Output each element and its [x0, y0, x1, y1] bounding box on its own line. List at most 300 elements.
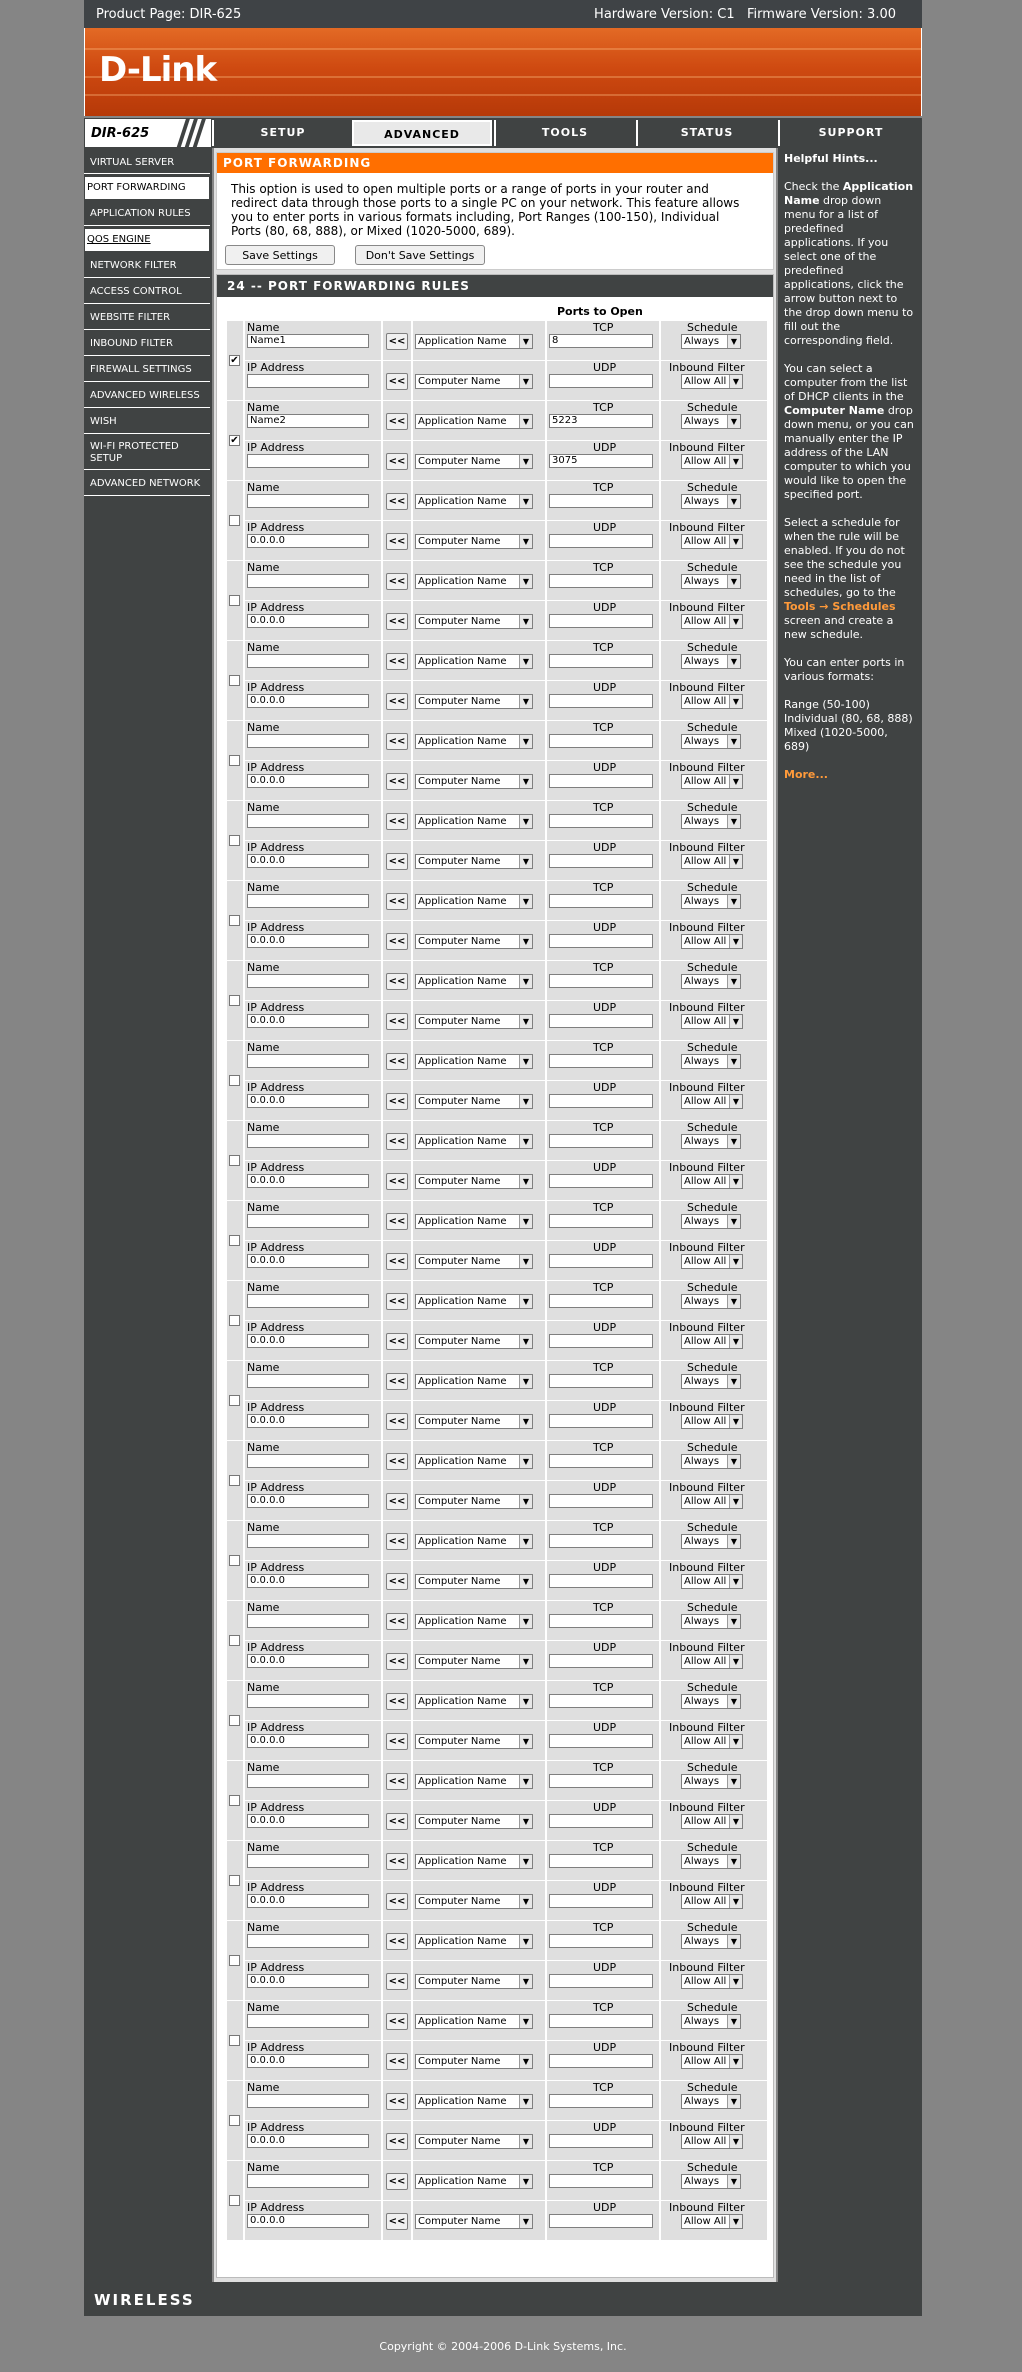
tcp-ports-input[interactable] — [549, 1214, 653, 1228]
sidebar-item-advanced-network[interactable]: ADVANCED NETWORK — [84, 472, 210, 496]
udp-ports-input[interactable] — [549, 1254, 653, 1268]
udp-ports-input[interactable] — [549, 854, 653, 868]
rule-enable-checkbox[interactable] — [229, 2195, 240, 2206]
computer-name-select[interactable]: Computer Name ▼ — [415, 1414, 533, 1429]
inbound-filter-select[interactable]: Allow All ▼ — [681, 934, 743, 949]
fill-computer-button[interactable]: << — [386, 1973, 408, 1990]
tcp-label: TCP — [593, 1121, 614, 1134]
fill-computer-button[interactable]: << — [386, 853, 408, 870]
rule-name-input[interactable] — [247, 814, 369, 828]
rule-enable-checkbox[interactable] — [229, 835, 240, 846]
fill-application-button[interactable]: << — [386, 1853, 408, 1870]
fill-computer-button[interactable]: << — [386, 1893, 408, 1910]
rule-ip-input[interactable]: 0.0.0.0 — [247, 1574, 369, 1588]
schedule-select[interactable]: Always ▼ — [681, 1934, 741, 1949]
rule-enable-checkbox[interactable] — [229, 915, 240, 926]
rule-enable-checkbox[interactable] — [229, 675, 240, 686]
sidebar-item-qos-engine[interactable]: QOS ENGINE — [84, 228, 210, 252]
inbound-filter-select[interactable]: Allow All ▼ — [681, 2214, 743, 2229]
schedule-select[interactable]: Always ▼ — [681, 1694, 741, 1709]
udp-ports-input[interactable] — [549, 1174, 653, 1188]
rule-enable-checkbox[interactable] — [229, 1395, 240, 1406]
inbound-filter-select[interactable]: Allow All ▼ — [681, 694, 743, 709]
application-name-select[interactable]: Application Name ▼ — [415, 1374, 533, 1389]
fill-application-button[interactable]: << — [386, 1453, 408, 1470]
inbound-filter-select[interactable]: Allow All ▼ — [681, 1734, 743, 1749]
rule-name-input[interactable] — [247, 894, 369, 908]
rule-ip-input[interactable]: 0.0.0.0 — [247, 614, 369, 628]
computer-name-select[interactable]: Computer Name ▼ — [415, 1174, 533, 1189]
rule-enable-checkbox[interactable] — [229, 515, 240, 526]
application-name-select[interactable]: Application Name ▼ — [415, 1694, 533, 1709]
rule-row — [217, 1601, 775, 1681]
rule-ip-input[interactable]: 0.0.0.0 — [247, 1654, 369, 1668]
rule-name-input[interactable] — [247, 1534, 369, 1548]
application-name-select[interactable]: Application Name ▼ — [415, 1934, 533, 1949]
computer-name-select[interactable]: Computer Name ▼ — [415, 614, 533, 629]
inbound-filter-select[interactable]: Allow All ▼ — [681, 454, 743, 469]
application-name-select[interactable]: Application Name ▼ — [415, 1454, 533, 1469]
tab-status[interactable]: STATUS — [636, 120, 776, 146]
application-name-select[interactable]: Application Name ▼ — [415, 414, 533, 429]
application-name-select[interactable]: Application Name ▼ — [415, 1774, 533, 1789]
rule-name-input[interactable]: Name1 — [247, 334, 369, 348]
udp-ports-input[interactable] — [549, 1414, 653, 1428]
computer-name-select[interactable]: Computer Name ▼ — [415, 774, 533, 789]
tcp-ports-input[interactable] — [549, 1614, 653, 1628]
rule-enable-checkbox[interactable]: ✔ — [230, 355, 239, 366]
tcp-ports-input[interactable] — [549, 1694, 653, 1708]
application-name-select[interactable]: Application Name ▼ — [415, 2014, 533, 2029]
rule-ip-input[interactable]: 0.0.0.0 — [247, 2134, 369, 2148]
computer-name-select[interactable]: Computer Name ▼ — [415, 1254, 533, 1269]
inbound-filter-select[interactable]: Allow All ▼ — [681, 374, 743, 389]
rule-enable-checkbox[interactable] — [229, 2035, 240, 2046]
fill-computer-button[interactable]: << — [386, 2213, 408, 2230]
fill-computer-button[interactable]: << — [386, 1413, 408, 1430]
rule-ip-input[interactable] — [247, 454, 369, 468]
rule-name-input[interactable] — [247, 574, 369, 588]
application-name-select[interactable]: Application Name ▼ — [415, 1054, 533, 1069]
inbound-filter-select[interactable]: Allow All ▼ — [681, 2134, 743, 2149]
tcp-ports-input[interactable]: 8 — [549, 334, 653, 348]
fill-computer-button[interactable]: << — [386, 453, 408, 470]
fill-application-button[interactable]: << — [386, 1533, 408, 1550]
schedule-select[interactable]: Always ▼ — [681, 1054, 741, 1069]
schedule-select[interactable]: Always ▼ — [681, 2094, 741, 2109]
rule-ip-input[interactable]: 0.0.0.0 — [247, 1174, 369, 1188]
fill-computer-button[interactable]: << — [386, 1733, 408, 1750]
computer-name-select[interactable]: Computer Name ▼ — [415, 1974, 533, 1989]
tcp-ports-input[interactable] — [549, 2014, 653, 2028]
fill-application-button[interactable]: << — [386, 1933, 408, 1950]
application-name-select[interactable]: Application Name ▼ — [415, 1214, 533, 1229]
application-name-select[interactable]: Application Name ▼ — [415, 974, 533, 989]
rule-enable-checkbox[interactable] — [229, 1955, 240, 1966]
rule-name-input[interactable] — [247, 494, 369, 508]
tcp-ports-input[interactable] — [549, 654, 653, 668]
tab-support[interactable]: SUPPORT — [778, 120, 922, 146]
schedule-select[interactable]: Always ▼ — [681, 1134, 741, 1149]
schedule-select[interactable]: Always ▼ — [681, 1774, 741, 1789]
application-name-select[interactable]: Application Name ▼ — [415, 894, 533, 909]
dont-save-settings-button[interactable]: Don't Save Settings — [355, 245, 485, 265]
rule-ip-input[interactable]: 0.0.0.0 — [247, 1974, 369, 1988]
fill-application-button[interactable]: << — [386, 2093, 408, 2110]
computer-name-select[interactable]: Computer Name ▼ — [415, 854, 533, 869]
udp-ports-input[interactable] — [549, 2134, 653, 2148]
application-name-select[interactable]: Application Name ▼ — [415, 1534, 533, 1549]
tcp-ports-input[interactable] — [549, 1854, 653, 1868]
rule-ip-input[interactable]: 0.0.0.0 — [247, 1014, 369, 1028]
schedule-select[interactable]: Always ▼ — [681, 734, 741, 749]
tcp-ports-input[interactable] — [549, 974, 653, 988]
schedule-select[interactable]: Always ▼ — [681, 654, 741, 669]
rule-ip-input[interactable]: 0.0.0.0 — [247, 774, 369, 788]
computer-name-select[interactable]: Computer Name ▼ — [415, 374, 533, 389]
fill-computer-button[interactable]: << — [386, 533, 408, 550]
schedule-select[interactable]: Always ▼ — [681, 1854, 741, 1869]
save-settings-button[interactable]: Save Settings — [225, 245, 335, 265]
schedule-select[interactable]: Always ▼ — [681, 1534, 741, 1549]
udp-ports-input[interactable] — [549, 534, 653, 548]
tools-schedules-link[interactable]: Tools → Schedules — [784, 600, 896, 613]
rule-ip-input[interactable]: 0.0.0.0 — [247, 854, 369, 868]
inbound-filter-select[interactable]: Allow All ▼ — [681, 2054, 743, 2069]
tcp-ports-input[interactable] — [549, 1934, 653, 1948]
udp-ports-input[interactable] — [549, 1974, 653, 1988]
rule-enable-checkbox[interactable] — [229, 1475, 240, 1486]
sidebar-item-wifi-protected-setup[interactable]: WI-FI PROTECTED SETUP — [84, 436, 210, 470]
fill-application-button[interactable]: << — [386, 1773, 408, 1790]
inbound-filter-label: Inbound Filter — [669, 2201, 745, 2214]
inbound-filter-select[interactable]: Allow All ▼ — [681, 1334, 743, 1349]
rule-name-input[interactable] — [247, 1214, 369, 1228]
computer-name-select[interactable]: Computer Name ▼ — [415, 454, 533, 469]
rule-enable-checkbox[interactable] — [229, 1555, 240, 1566]
udp-ports-input[interactable] — [549, 614, 653, 628]
computer-name-select[interactable]: Computer Name ▼ — [415, 1494, 533, 1509]
udp-ports-input[interactable] — [549, 1574, 653, 1588]
rule-ip-input[interactable]: 0.0.0.0 — [247, 2214, 369, 2228]
udp-ports-input[interactable] — [549, 1734, 653, 1748]
rule-name-input[interactable] — [247, 2094, 369, 2108]
rule-ip-input[interactable]: 0.0.0.0 — [247, 1414, 369, 1428]
udp-ports-input[interactable] — [549, 1094, 653, 1108]
computer-name-select[interactable]: Computer Name ▼ — [415, 1094, 533, 1109]
rule-enable-checkbox[interactable] — [229, 1795, 240, 1806]
fill-application-button[interactable]: << — [386, 2013, 408, 2030]
ip-address-label: IP Address — [247, 1881, 305, 1894]
udp-ports-input[interactable] — [549, 1654, 653, 1668]
rule-name-input[interactable] — [247, 2174, 369, 2188]
rule-ip-input[interactable]: 0.0.0.0 — [247, 694, 369, 708]
computer-name-select[interactable]: Computer Name ▼ — [415, 534, 533, 549]
inbound-filter-select[interactable]: Allow All ▼ — [681, 614, 743, 629]
fill-application-button[interactable]: << — [386, 493, 408, 510]
tcp-label: TCP — [593, 801, 614, 814]
chevron-down-icon: ▼ — [727, 1295, 740, 1308]
fill-computer-button[interactable]: << — [386, 1813, 408, 1830]
fill-computer-button[interactable]: << — [386, 1013, 408, 1030]
computer-name-select[interactable]: Computer Name ▼ — [415, 934, 533, 949]
rule-ip-input[interactable]: 0.0.0.0 — [247, 1734, 369, 1748]
rule-enable-checkbox[interactable] — [229, 1715, 240, 1726]
inbound-filter-select[interactable]: Allow All ▼ — [681, 1814, 743, 1829]
rule-ip-input[interactable] — [247, 374, 369, 388]
schedule-select[interactable]: Always ▼ — [681, 1294, 741, 1309]
tcp-ports-input[interactable] — [549, 1374, 653, 1388]
rule-enable-checkbox[interactable] — [229, 1155, 240, 1166]
tcp-ports-input[interactable]: 5223 — [549, 414, 653, 428]
rule-enable-checkbox[interactable] — [229, 995, 240, 1006]
sidebar-item-website-filter[interactable]: WEBSITE FILTER — [84, 306, 210, 330]
application-name-select[interactable]: Application Name ▼ — [415, 494, 533, 509]
udp-ports-input[interactable] — [549, 1894, 653, 1908]
tcp-ports-input[interactable] — [549, 574, 653, 588]
fill-computer-button[interactable]: << — [386, 373, 408, 390]
tcp-ports-input[interactable] — [549, 1774, 653, 1788]
rule-name-input[interactable] — [247, 1054, 369, 1068]
computer-name-select[interactable]: Computer Name ▼ — [415, 1734, 533, 1749]
application-name-select[interactable]: Application Name ▼ — [415, 734, 533, 749]
fill-application-button[interactable]: << — [386, 653, 408, 670]
computer-name-select[interactable]: Computer Name ▼ — [415, 1014, 533, 1029]
udp-ports-input[interactable] — [549, 1014, 653, 1028]
rule-name-input[interactable] — [247, 1294, 369, 1308]
udp-ports-input[interactable] — [549, 934, 653, 948]
application-name-select[interactable]: Application Name ▼ — [415, 1854, 533, 1869]
fill-application-button[interactable]: << — [386, 1053, 408, 1070]
rule-name-input[interactable] — [247, 1854, 369, 1868]
fill-application-button[interactable]: << — [386, 333, 408, 350]
udp-ports-input[interactable] — [549, 2054, 653, 2068]
computer-name-select[interactable]: Computer Name ▼ — [415, 1654, 533, 1669]
inbound-filter-select[interactable]: Allow All ▼ — [681, 1014, 743, 1029]
inbound-filter-label: Inbound Filter — [669, 1641, 745, 1654]
computer-name-select[interactable]: Computer Name ▼ — [415, 1334, 533, 1349]
rule-name-input[interactable] — [247, 1134, 369, 1148]
rule-name-input[interactable] — [247, 1614, 369, 1628]
udp-ports-input[interactable] — [549, 374, 653, 388]
udp-ports-input[interactable] — [549, 774, 653, 788]
tcp-ports-input[interactable] — [549, 1454, 653, 1468]
udp-ports-input[interactable] — [549, 1334, 653, 1348]
udp-ports-input[interactable] — [549, 2214, 653, 2228]
inbound-filter-select[interactable]: Allow All ▼ — [681, 774, 743, 789]
rule-name-input[interactable] — [247, 1774, 369, 1788]
tcp-ports-input[interactable] — [549, 814, 653, 828]
sidebar-item-firewall-settings[interactable]: FIREWALL SETTINGS — [84, 358, 210, 382]
sidebar-item-access-control[interactable]: ACCESS CONTROL — [84, 280, 210, 304]
schedule-select[interactable]: Always ▼ — [681, 2014, 741, 2029]
inbound-filter-select[interactable]: Allow All ▼ — [681, 1974, 743, 1989]
ip-address-label: IP Address — [247, 361, 305, 374]
udp-ports-input[interactable] — [549, 1494, 653, 1508]
application-name-select[interactable]: Application Name ▼ — [415, 654, 533, 669]
inbound-filter-select[interactable]: Allow All ▼ — [681, 1254, 743, 1269]
schedule-select[interactable]: Always ▼ — [681, 494, 741, 509]
fill-application-button[interactable]: << — [386, 1613, 408, 1630]
computer-name-select[interactable]: Computer Name ▼ — [415, 1574, 533, 1589]
rule-name-input[interactable] — [247, 974, 369, 988]
fill-computer-button[interactable]: << — [386, 613, 408, 630]
tcp-ports-input[interactable] — [549, 2174, 653, 2188]
rule-name-input[interactable]: Name2 — [247, 414, 369, 428]
rule-enable-checkbox[interactable] — [229, 1875, 240, 1886]
inbound-filter-select[interactable]: Allow All ▼ — [681, 1414, 743, 1429]
application-name-select[interactable]: Application Name ▼ — [415, 814, 533, 829]
inbound-filter-select[interactable]: Allow All ▼ — [681, 854, 743, 869]
tcp-ports-input[interactable] — [549, 734, 653, 748]
rule-ip-input[interactable]: 0.0.0.0 — [247, 1094, 369, 1108]
inbound-filter-select[interactable]: Allow All ▼ — [681, 1094, 743, 1109]
fill-computer-button[interactable]: << — [386, 1653, 408, 1670]
fill-computer-button[interactable]: << — [386, 1493, 408, 1510]
application-name-select[interactable]: Application Name ▼ — [415, 2174, 533, 2189]
rule-ip-input[interactable]: 0.0.0.0 — [247, 1814, 369, 1828]
fill-computer-button[interactable]: << — [386, 2133, 408, 2150]
rule-enable-checkbox[interactable] — [229, 1635, 240, 1646]
udp-ports-input[interactable] — [549, 1814, 653, 1828]
fill-computer-button[interactable]: << — [386, 1573, 408, 1590]
rule-ip-input[interactable]: 0.0.0.0 — [247, 1894, 369, 1908]
rule-ip-input[interactable]: 0.0.0.0 — [247, 2054, 369, 2068]
fill-computer-button[interactable]: << — [386, 2053, 408, 2070]
schedule-select[interactable]: Always ▼ — [681, 1374, 741, 1389]
tcp-ports-input[interactable] — [549, 1134, 653, 1148]
inbound-filter-select[interactable]: Allow All ▼ — [681, 1174, 743, 1189]
tcp-ports-input[interactable] — [549, 894, 653, 908]
rule-name-input[interactable] — [247, 654, 369, 668]
tcp-ports-input[interactable] — [549, 494, 653, 508]
schedule-select[interactable]: Always ▼ — [681, 1214, 741, 1229]
rule-row — [217, 561, 775, 641]
inbound-filter-select[interactable]: Allow All ▼ — [681, 1574, 743, 1589]
schedule-select[interactable]: Always ▼ — [681, 414, 741, 429]
more-link[interactable]: More... — [784, 768, 828, 781]
inbound-filter-select[interactable]: Allow All ▼ — [681, 1894, 743, 1909]
inbound-filter-select[interactable]: Allow All ▼ — [681, 1654, 743, 1669]
fill-application-button[interactable]: << — [386, 1213, 408, 1230]
schedule-select[interactable]: Always ▼ — [681, 2174, 741, 2189]
computer-name-select[interactable]: Computer Name ▼ — [415, 1814, 533, 1829]
tab-tools[interactable]: TOOLS — [494, 120, 634, 146]
fill-application-button[interactable]: << — [386, 893, 408, 910]
udp-ports-input[interactable]: 3075 — [549, 454, 653, 468]
fill-application-button[interactable]: << — [386, 413, 408, 430]
rule-ip-input[interactable]: 0.0.0.0 — [247, 934, 369, 948]
sidebar-item-advanced-wireless[interactable]: ADVANCED WIRELESS — [84, 384, 210, 408]
rule-enable-checkbox[interactable] — [229, 1315, 240, 1326]
udp-label: UDP — [593, 841, 617, 854]
rule-name-input[interactable] — [247, 1694, 369, 1708]
rule-enable-checkbox[interactable] — [229, 755, 240, 766]
schedule-select[interactable]: Always ▼ — [681, 574, 741, 589]
inbound-filter-select[interactable]: Allow All ▼ — [681, 1494, 743, 1509]
tcp-ports-input[interactable] — [549, 1294, 653, 1308]
computer-name-select[interactable]: Computer Name ▼ — [415, 2134, 533, 2149]
computer-name-select[interactable]: Computer Name ▼ — [415, 2054, 533, 2069]
udp-ports-input[interactable] — [549, 694, 653, 708]
application-name-select[interactable]: Application Name ▼ — [415, 574, 533, 589]
schedule-select[interactable]: Always ▼ — [681, 1454, 741, 1469]
tcp-ports-input[interactable] — [549, 1534, 653, 1548]
tab-setup[interactable]: SETUP — [212, 120, 352, 146]
schedule-select[interactable]: Always ▼ — [681, 1614, 741, 1629]
fill-application-button[interactable]: << — [386, 1293, 408, 1310]
schedule-select[interactable]: Always ▼ — [681, 814, 741, 829]
sidebar-item-network-filter[interactable]: NETWORK FILTER — [84, 254, 210, 278]
fill-application-button[interactable]: << — [386, 733, 408, 750]
rule-enable-checkbox[interactable] — [229, 1235, 240, 1246]
rule-name-input[interactable] — [247, 1374, 369, 1388]
fill-computer-button[interactable]: << — [386, 1333, 408, 1350]
sidebar-item-application-rules[interactable]: APPLICATION RULES — [84, 202, 210, 226]
sidebar-item-port-forwarding[interactable]: PORT FORWARDING — [84, 176, 210, 200]
rule-ip-input[interactable]: 0.0.0.0 — [247, 1254, 369, 1268]
fill-computer-button[interactable]: << — [386, 1253, 408, 1270]
rule-ip-input[interactable]: 0.0.0.0 — [247, 1334, 369, 1348]
fill-computer-button[interactable]: << — [386, 1173, 408, 1190]
fill-application-button[interactable]: << — [386, 2173, 408, 2190]
rule-enable-checkbox[interactable] — [229, 595, 240, 606]
sidebar-item-wish[interactable]: WISH — [84, 410, 210, 434]
tcp-ports-input[interactable] — [549, 1054, 653, 1068]
fill-application-button[interactable]: << — [386, 1693, 408, 1710]
fill-computer-button[interactable]: << — [386, 773, 408, 790]
application-name-select[interactable]: Application Name ▼ — [415, 334, 533, 349]
fill-application-button[interactable]: << — [386, 813, 408, 830]
application-name-select[interactable]: Application Name ▼ — [415, 1134, 533, 1149]
fill-computer-button[interactable]: << — [386, 933, 408, 950]
sidebar-item-virtual-server[interactable]: VIRTUAL SERVER — [84, 152, 210, 174]
rule-ip-input[interactable]: 0.0.0.0 — [247, 1494, 369, 1508]
inbound-filter-label: Inbound Filter — [669, 1561, 745, 1574]
application-name-select[interactable]: Application Name ▼ — [415, 2094, 533, 2109]
computer-name-select[interactable]: Computer Name ▼ — [415, 1894, 533, 1909]
chevron-down-icon: ▼ — [729, 615, 742, 628]
fill-computer-button[interactable]: << — [386, 1093, 408, 1110]
rule-name-input[interactable] — [247, 2014, 369, 2028]
fill-application-button[interactable]: << — [386, 1133, 408, 1150]
fill-computer-button[interactable]: << — [386, 693, 408, 710]
application-name-select[interactable]: Application Name ▼ — [415, 1614, 533, 1629]
application-name-select[interactable]: Application Name ▼ — [415, 1294, 533, 1309]
schedule-select[interactable]: Always ▼ — [681, 894, 741, 909]
schedule-select[interactable]: Always ▼ — [681, 334, 741, 349]
rule-enable-checkbox[interactable] — [229, 1075, 240, 1086]
fill-application-button[interactable]: << — [386, 573, 408, 590]
computer-name-select[interactable]: Computer Name ▼ — [415, 694, 533, 709]
fill-application-button[interactable]: << — [386, 1373, 408, 1390]
rule-enable-checkbox[interactable]: ✔ — [230, 435, 239, 446]
inbound-filter-select[interactable]: Allow All ▼ — [681, 534, 743, 549]
computer-name-select[interactable]: Computer Name ▼ — [415, 2214, 533, 2229]
chevron-down-icon: ▼ — [519, 1295, 532, 1308]
rule-ip-input[interactable]: 0.0.0.0 — [247, 534, 369, 548]
rule-name-input[interactable] — [247, 1454, 369, 1468]
tcp-label: TCP — [593, 321, 614, 334]
tcp-ports-input[interactable] — [549, 2094, 653, 2108]
sidebar-item-inbound-filter[interactable]: INBOUND FILTER — [84, 332, 210, 356]
schedule-select[interactable]: Always ▼ — [681, 974, 741, 989]
rule-name-input[interactable] — [247, 1934, 369, 1948]
rule-name-input[interactable] — [247, 734, 369, 748]
tab-advanced[interactable]: ADVANCED — [352, 120, 492, 146]
fill-application-button[interactable]: << — [386, 973, 408, 990]
rule-enable-checkbox[interactable] — [229, 2115, 240, 2126]
